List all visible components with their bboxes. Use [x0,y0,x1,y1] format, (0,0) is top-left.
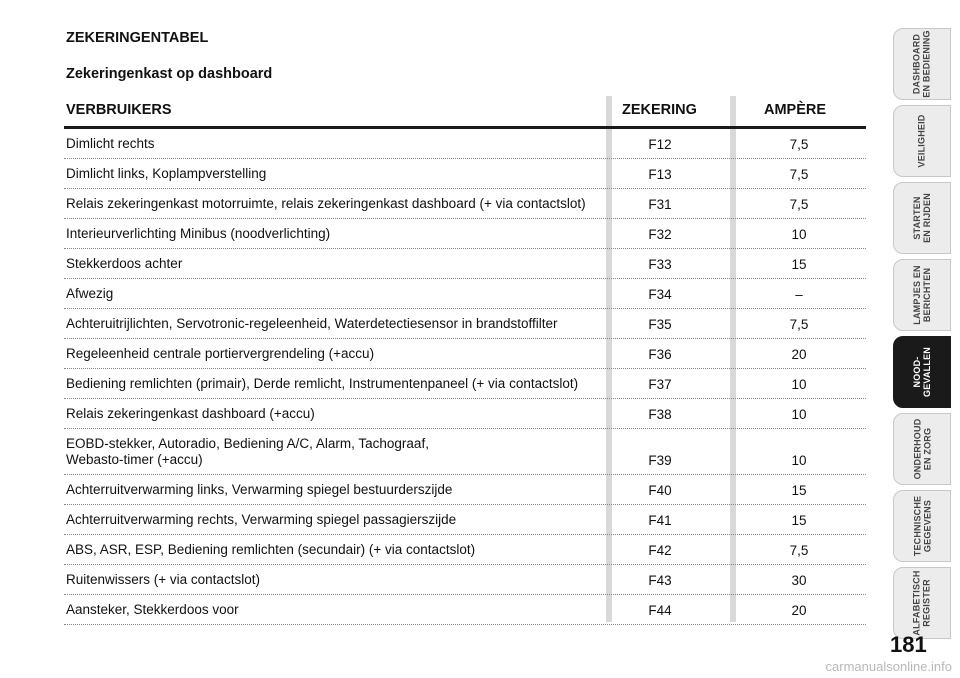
table-row [64,535,866,565]
header-fuse: ZEKERING [622,102,697,118]
fuse-cell: F43 [648,573,672,588]
tab-maintenance[interactable] [893,413,951,485]
consumer-cell: Interieurverlichting Minibus (noodverlichting) [66,226,331,241]
watermark: carmanualsonline.info [825,659,952,674]
tab-label: STARTEN EN RIJDEN [912,193,932,243]
tab-safety[interactable] [893,105,951,177]
ampere-cell: 15 [791,483,807,498]
table-row [64,595,866,625]
consumer-cell: ABS, ASR, ESP, Bediening remlichten (secundair) (+ via contactslot) [66,542,476,557]
fuse-table [64,96,866,625]
fuse-cell: F41 [648,513,672,528]
tab-label: DASHBOARD EN BEDIENING [912,30,933,98]
table-row [64,505,866,535]
table-row [64,339,866,369]
fuse-cell: F35 [648,317,672,332]
consumer-cell: Stekkerdoos achter [66,256,183,271]
consumer-cell: Dimlicht rechts [66,136,155,151]
tab-lights-messages[interactable] [893,259,951,331]
tab-emergencies[interactable] [893,336,951,408]
fuse-cell: F36 [648,347,672,362]
table-header [64,96,866,129]
ampere-cell: 7,5 [789,317,809,332]
fuse-cell: F31 [648,197,672,212]
tab-label: ONDERHOUD EN ZORG [912,418,932,480]
ampere-cell: 20 [791,347,807,362]
table-row [64,279,866,309]
consumer-cell: Relais zekeringenkast motorruimte, relais zekeringenkast dashboard (+ via contactslot) [66,196,586,211]
table-row [64,189,866,219]
ampere-cell: 7,5 [789,167,809,182]
ampere-cell: 15 [791,513,807,528]
tab-label: LAMPJES EN BERICHTEN [912,265,933,325]
table-row [64,475,866,505]
consumer-cell: Dimlicht links, Koplampverstelling [66,166,267,181]
ampere-cell: 10 [791,227,807,242]
fuse-cell: F42 [648,543,672,558]
table-row [64,429,866,475]
consumer-cell: Achterruitverwarming rechts, Verwarming spiegel passagierszijde [66,512,457,527]
ampere-cell: 20 [791,603,807,618]
ampere-cell: 10 [791,407,807,422]
ampere-cell: – [795,287,803,302]
fuse-cell: F37 [648,377,672,392]
ampere-cell: 10 [791,377,807,392]
fuse-cell: F34 [648,287,672,302]
table-row [64,565,866,595]
tab-label: VEILIGHEID [916,114,927,168]
ampere-cell: 10 [791,453,807,468]
consumer-cell: Ruitenwissers (+ via contactslot) [66,572,260,587]
table-row [64,159,866,189]
consumer-cell [66,436,429,468]
fuse-cell: F13 [648,167,672,182]
consumer-cell: Afwezig [66,286,114,301]
tab-index[interactable] [893,567,951,639]
header-consumers: VERBRUIKERS [66,102,172,118]
fuse-cell: F39 [648,453,672,468]
table-row [64,309,866,339]
page-subtitle: Zekeringenkast op dashboard [66,66,273,82]
tab-dashboard[interactable] [893,28,951,100]
table-row [64,129,866,159]
table-row [64,369,866,399]
header-ampere: AMPÈRE [764,102,827,118]
consumer-line-2: Webasto-timer (+accu) [66,452,203,467]
consumer-line-1: EOBD-stekker, Autoradio, Bediening A/C, Alarm, Tachograaf, [66,436,429,451]
fuse-cell: F44 [648,603,672,618]
table-row [64,219,866,249]
ampere-cell: 7,5 [789,197,809,212]
fuse-cell: F32 [648,227,672,242]
consumer-cell: Regeleenheid centrale portiervergrendeling (+accu) [66,346,375,361]
consumer-cell: Achterruitverwarming links, Verwarming spiegel bestuurderszijde [66,482,453,497]
tab-label: ALFABETISCH REGISTER [912,570,933,636]
ampere-cell: 7,5 [789,137,809,152]
fuse-cell: F12 [648,137,672,152]
tab-label: NOOD- GEVALLEN [912,347,932,397]
consumer-cell: Achteruitrijlichten, Servotronic-regeleenheid, Waterdetectiesensor in brandstoffilter [66,316,558,331]
page-title: ZEKERINGENTABEL [66,30,209,46]
tab-label: TECHNISCHE GEGEVENS [912,495,933,557]
ampere-cell: 7,5 [789,543,809,558]
consumer-cell: Aansteker, Stekkerdoos voor [66,602,239,617]
page-number: 181 [890,632,927,657]
ampere-cell: 15 [791,257,807,272]
tab-technical-data[interactable] [893,490,951,562]
fuse-cell: F40 [648,483,672,498]
table-row [64,249,866,279]
tab-starting-driving[interactable] [893,182,951,254]
fuse-cell: F33 [648,257,672,272]
fuse-cell: F38 [648,407,672,422]
ampere-cell: 30 [791,573,807,588]
consumer-cell: Relais zekeringenkast dashboard (+accu) [66,406,315,421]
table-row [64,399,866,429]
consumer-cell: Bediening remlichten (primair), Derde remlicht, Instrumentenpaneel (+ via contactslot) [66,376,579,391]
